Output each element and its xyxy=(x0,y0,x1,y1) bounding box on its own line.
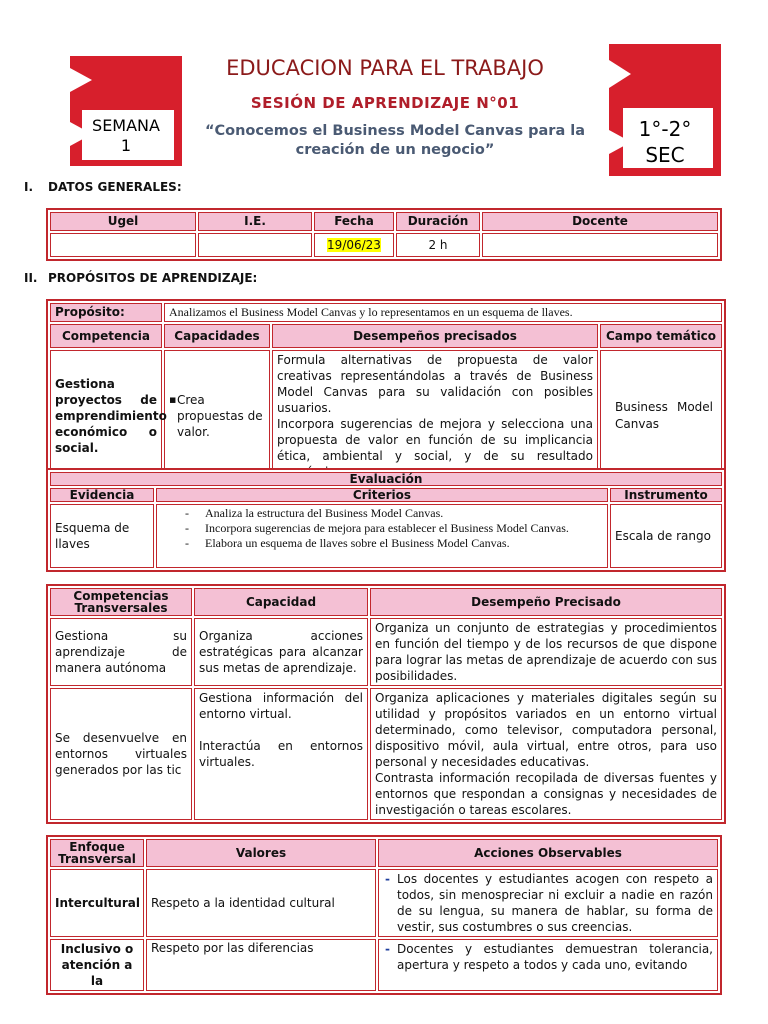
campo-tematico-value: Business Model Canvas xyxy=(600,350,722,482)
instrumento-value: Escala de rango xyxy=(610,504,722,568)
accion-item: - Docentes y estudiantes demuestran tolerancia, apertura y respeto a todos y cada uno, evitando xyxy=(383,941,713,973)
level-label: SEC xyxy=(645,143,685,167)
session-title: SESIÓN DE APRENDIZAJE N°01 xyxy=(250,94,520,112)
header-docente: Docente xyxy=(482,212,718,231)
competencias-transversales-table xyxy=(46,584,726,824)
session-subtitle: “Conocemos el Business Model Canvas para la creación de un negocio” xyxy=(204,123,586,158)
criterio-item: - Analiza la estructura del Business Model Canvas. xyxy=(161,506,603,521)
header-acciones-observables: Acciones Observables xyxy=(378,839,718,867)
accion-cell xyxy=(378,939,718,991)
proposito-text: Analizamos el Business Model Canvas y lo representamos en un esquema de llaves. xyxy=(164,303,722,322)
header-desempeno-precisado: Desempeño Precisado xyxy=(370,588,722,616)
competencia-transversal-value: Se desenvuelve en entornos virtuales generados por las tic xyxy=(50,688,192,820)
header-enfoque-transversal: Enfoque Transversal xyxy=(50,839,144,867)
acciones-list xyxy=(383,941,713,973)
header-duracion: Duración xyxy=(396,212,480,231)
datos-generales-table xyxy=(46,208,722,261)
accion-cell xyxy=(378,869,718,937)
grade-label: 1°-2° xyxy=(638,117,692,141)
proposito-table xyxy=(46,299,726,486)
desempeno-transversal-cell xyxy=(370,688,722,820)
section-title: DATOS GENERALES: xyxy=(48,180,182,194)
week-label: SEMANA xyxy=(92,116,160,135)
criterios-list xyxy=(161,506,603,551)
evaluacion-title: Evaluación xyxy=(50,472,722,486)
header-criterios: Criterios xyxy=(156,488,608,502)
header-fecha: Fecha xyxy=(314,212,394,231)
valor-value: Respeto por las diferencias xyxy=(146,939,376,991)
criterio-item: - Incorpora sugerencias de mejora para establecer el Business Model Canvas. xyxy=(161,521,603,536)
evaluacion-table xyxy=(46,468,726,572)
header-valores: Valores xyxy=(146,839,376,867)
week-badge xyxy=(70,56,182,166)
criterio-item: - Elabora un esquema de llaves sobre el Business Model Canvas. xyxy=(161,536,603,551)
header-desempenos: Desempeños precisados xyxy=(272,324,598,348)
week-badge-text xyxy=(70,116,182,156)
section-number: II. xyxy=(24,271,38,285)
header-competencia: Competencia xyxy=(50,324,162,348)
header-evidencia: Evidencia xyxy=(50,488,154,502)
capacidad-transversal-cell xyxy=(194,688,368,820)
grade-badge xyxy=(609,44,721,176)
capacidad-transversal-value: Gestiona información del entorno virtual. xyxy=(199,691,363,721)
week-number: 1 xyxy=(120,136,132,155)
desempeno-transversal-value: Contrasta información recopilada de diversas fuentes y entornos que respondan a consignas y necesidades de investigación o tareas escolares. xyxy=(375,771,717,817)
section-title: PROPÓSITOS DE APRENDIZAJE: xyxy=(48,271,258,285)
enfoque-value: Inclusivo o atención a la xyxy=(50,939,144,991)
capacidad-transversal-value: Interactúa en entornos virtuales. xyxy=(199,739,363,769)
grade-badge-text xyxy=(609,116,721,168)
desempeno-transversal-value: Organiza aplicaciones y materiales digitales según su utilidad y propósitos variados en un entorno virtual determinado, como televisor, computadora personal, dispositivo móvil, aula virtual, entre otros, para uso personal y necesidades educativas. xyxy=(375,691,717,769)
desempeno-transversal-value: Organiza un conjunto de estrategias y procedimientos en función del tiempo y de los recursos de que dispone para lograr las metas de aprendizaje de acuerdo con sus posibilidades. xyxy=(370,618,722,686)
valor-value: Respeto a la identidad cultural xyxy=(146,869,376,937)
section-datos-generales xyxy=(24,180,182,194)
desempeno-1: Formula alternativas de propuesta de valor creativas representándolas a través de Business Model Canvas para su validación con posibles usuarios. xyxy=(277,353,593,415)
ugel-value xyxy=(50,233,196,257)
header-ie: I.E. xyxy=(198,212,312,231)
competencia-value: Gestiona proyectos de emprendimiento económico o social. xyxy=(50,350,162,482)
header-competencias-transversales: Competencias Transversales xyxy=(50,588,192,616)
competencia-transversal-value: Gestiona su aprendizaje de manera autónoma xyxy=(50,618,192,686)
proposito-label: Propósito: xyxy=(50,303,162,322)
capacidad-value: ▪ Crea propuestas de valor. xyxy=(169,392,265,440)
header-instrumento: Instrumento xyxy=(610,488,722,502)
fecha-value: 19/06/23 xyxy=(327,237,381,252)
capacidad-cell xyxy=(164,350,270,482)
header-capacidad: Capacidad xyxy=(194,588,368,616)
docente-value xyxy=(482,233,718,257)
desempeno-cell xyxy=(272,350,598,482)
evidencia-value: Esquema de llaves xyxy=(50,504,154,568)
duracion-value: 2 h xyxy=(396,233,480,257)
acciones-list xyxy=(383,871,713,935)
capacidad-transversal-value: Organiza acciones estratégicas para alcanzar sus metas de aprendizaje. xyxy=(194,618,368,686)
criterios-cell xyxy=(156,504,608,568)
header-ugel: Ugel xyxy=(50,212,196,231)
fecha-cell xyxy=(314,233,394,257)
enfoque-value: Intercultural xyxy=(50,869,144,937)
header-campo-tematico: Campo temático xyxy=(600,324,722,348)
accion-item: - Los docentes y estudiantes acogen con respeto a todos, sin menospreciar ni excluir a nadie en razón de su lengua, su manera de hablar, su forma de vestir, sus costumbres o sus creencias. xyxy=(383,871,713,935)
section-propositos xyxy=(24,271,257,285)
enfoques-transversales-table xyxy=(46,835,722,995)
header-capacidades: Capacidades xyxy=(164,324,270,348)
desempeno-2: Incorpora sugerencias de mejora y selecciona una propuesta de valor en función de su implicancia ética, ambiental y social, y de su resultado xyxy=(277,417,593,463)
ie-value xyxy=(198,233,312,257)
course-title: EDUCACION PARA EL TRABAJO xyxy=(226,56,544,80)
section-number: I. xyxy=(24,180,34,194)
